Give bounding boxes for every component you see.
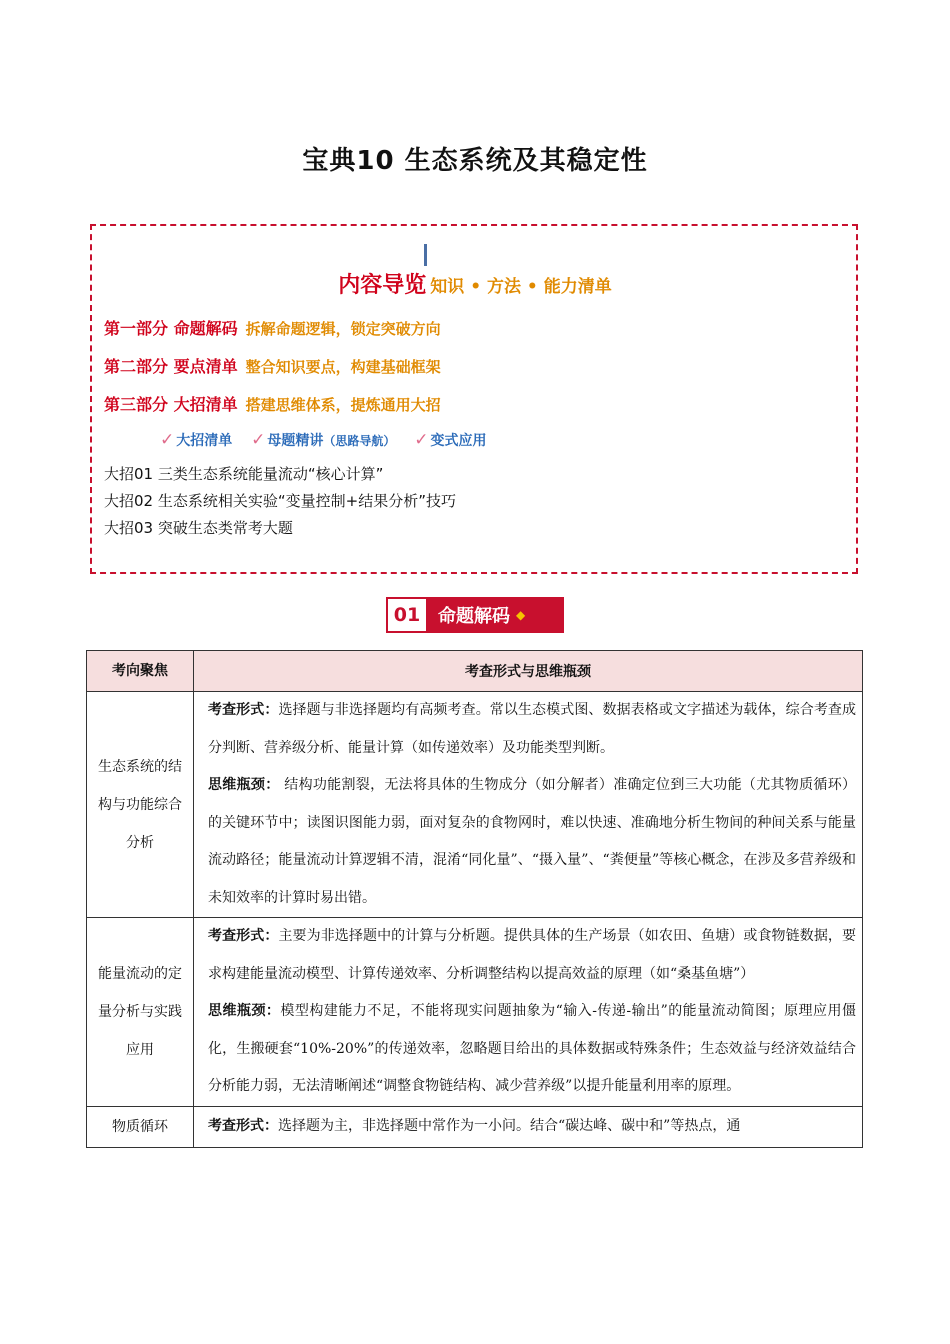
dazhao-item: 大招01 三类生态系统能量流动“核心计算” [104, 465, 384, 483]
dazhao-item: 大招02 生态系统相关实验“变量控制+结果分析”技巧 [104, 492, 456, 510]
dazhao-item: 大招03 突破生态类常考大题 [104, 519, 293, 537]
guide-heading-sub: 知识 • 方法 • 能力清单 [430, 277, 612, 297]
exam-table [86, 650, 863, 1148]
part-3-label: 第三部分 大招清单 [104, 395, 238, 414]
header-topic: 考向聚焦 [87, 651, 194, 692]
content-cell: 考查形式：主要为非选择题中的计算与分析题。提供具体的生产场景（如农田、鱼塘）或食物链数据，要求构建能量流动模型、计算传递效率、分析调整结构以提高效益的原理（如“桑基鱼塘”） 思维瓶颈：模型构建能力不足，不能将现实问题抽象为“输入-传递-输出”的能量流动简图；原理应用僵化，生搬硬套“10%-20%”的传递效率，忽略题目给出的具体数据或特殊条件；生态效益与经济效益结合分析能力弱，无法清晰阐述“调整食物链结构、减少营养级”以提升能量利用率的原理。 [194, 918, 863, 1107]
guide-heading-main: 内容导览 [338, 273, 427, 298]
section-number: 01 [393, 604, 421, 626]
section-badge [386, 597, 564, 633]
header-form: 考查形式与思维瓶颈 [194, 651, 863, 692]
topic-cell: 生态系统的结构与功能综合分析 [87, 692, 194, 918]
part-1-desc: 拆解命题逻辑，锁定突破方向 [245, 320, 441, 338]
part-2 [104, 354, 441, 377]
page-title: 宝典10 生态系统及其稳定性 [302, 146, 648, 176]
table-row [87, 1106, 863, 1147]
section-name: 命题解码 ◆ [426, 599, 562, 631]
part-2-label: 第二部分 要点清单 [104, 357, 238, 376]
check-item-dazhao: ✓ 大招清单 [160, 430, 233, 450]
part-3-desc: 搭建思维体系，提炼通用大招 [245, 396, 441, 414]
topic-cell: 物质循环 [87, 1106, 194, 1147]
part-1 [104, 316, 441, 339]
guide-heading [0, 268, 950, 299]
table-row [87, 918, 863, 1107]
check-icon: ✓ [251, 430, 266, 450]
check-icon: ✓ [414, 430, 429, 450]
part-2-desc: 整合知识要点，构建基础框架 [245, 358, 441, 376]
table-row [87, 692, 863, 918]
check-item-bianshi: ✓ 变式应用 [414, 430, 487, 450]
content-cell: 考查形式：选择题为主，非选择题中常作为一小问。结合“碳达峰、碳中和”等热点，通 [194, 1106, 863, 1147]
text-cursor [424, 244, 427, 266]
part-3 [104, 392, 441, 415]
check-item-mutijiang: ✓ 母题精讲（思路导航） [251, 430, 396, 450]
part-1-label: 第一部分 命题解码 [104, 319, 238, 338]
check-icon: ✓ [160, 430, 175, 450]
content-cell: 考查形式：选择题与非选择题均有高频考查。常以生态模式图、数据表格或文字描述为载体，综合考查成分判断、营养级分析、能量计算（如传递效率）及功能类型判断。 思维瓶颈： 结构功能割裂，无法将具体的生物成分（如分解者）准确定位到三大功能（尤其物质循环）的关键环节中；读图识图能力弱，面对复杂的食物网时，难以快速、准确地分析生物间的种间关系与能量流动路径；能量流动计算逻辑不清，混淆“同化量”、“摄入量”、“粪便量”等核心概念，在涉及多营养级和未知效率的计算时易出错。 [194, 692, 863, 918]
table-header-row [87, 651, 863, 692]
check-list [160, 430, 501, 450]
diamond-icon: ◆ [516, 608, 526, 622]
topic-cell: 能量流动的定量分析与实践应用 [87, 918, 194, 1107]
